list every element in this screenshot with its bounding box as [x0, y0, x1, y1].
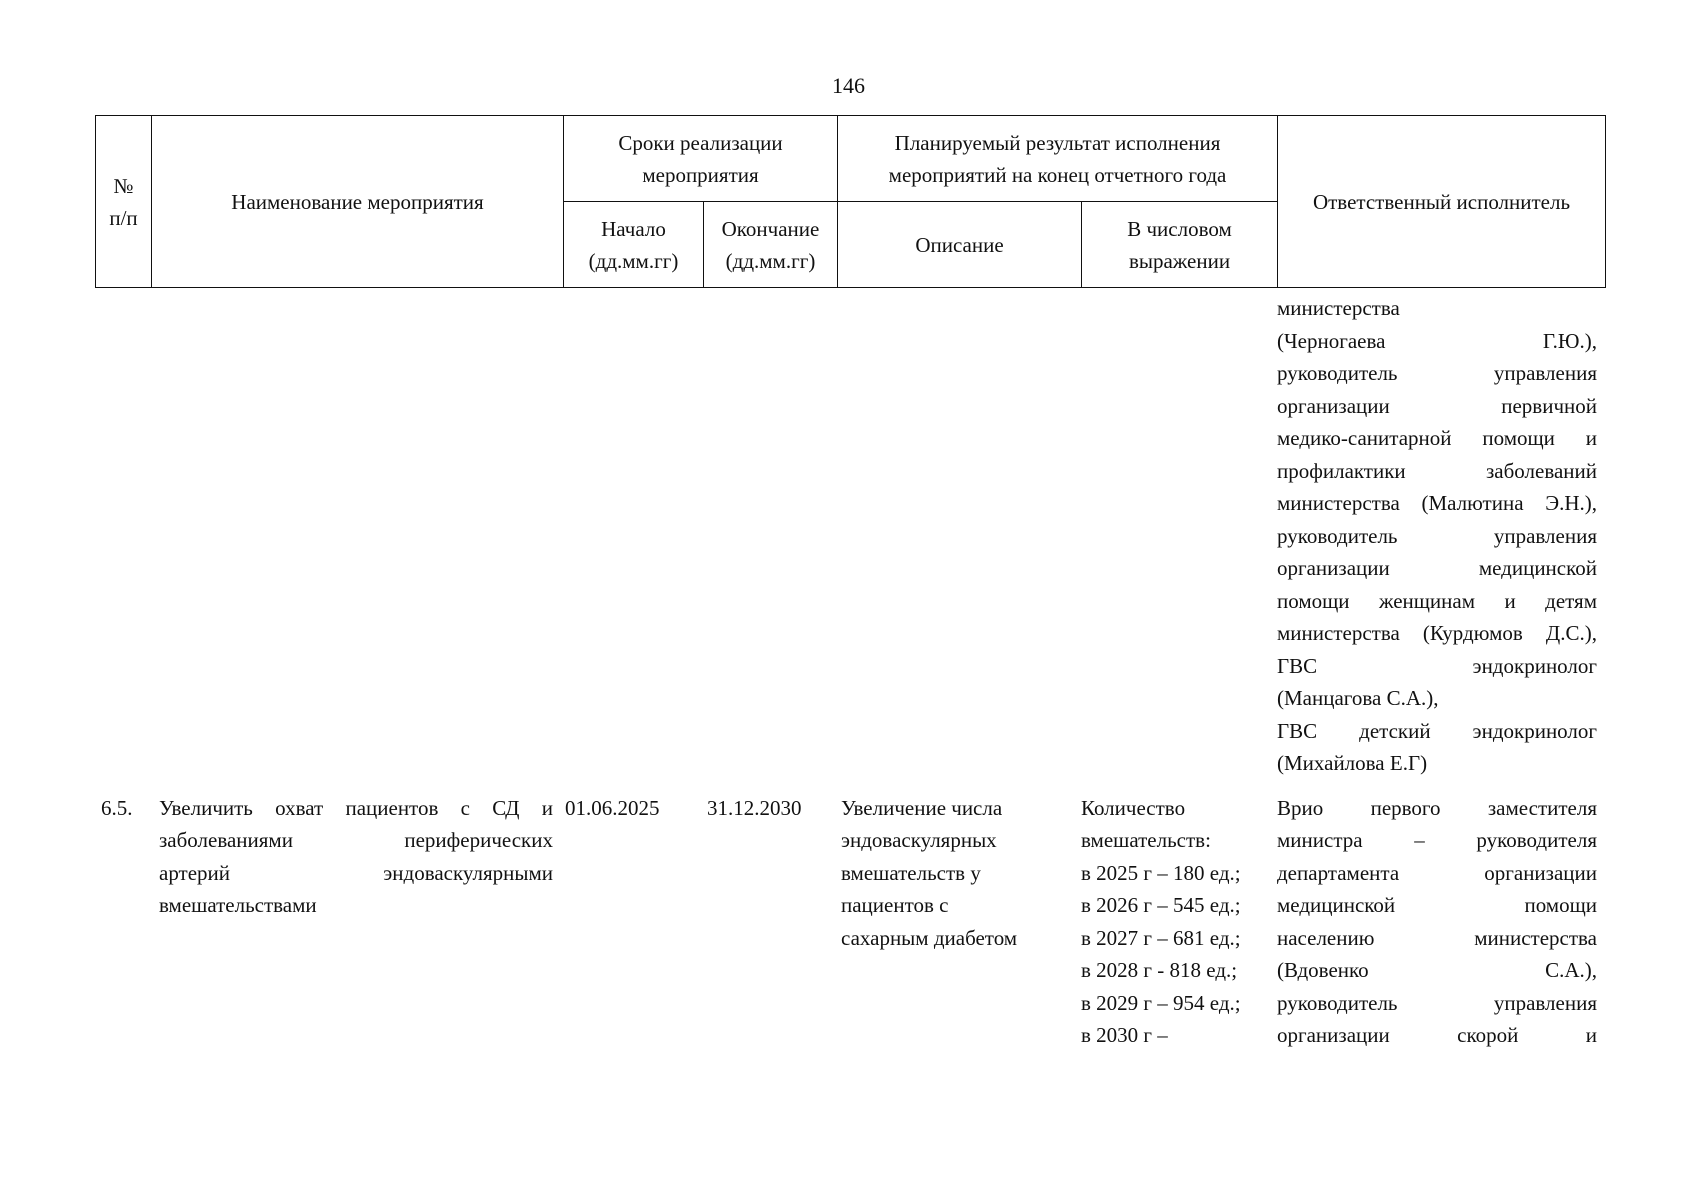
header-responsible: Ответственный исполнитель: [1278, 116, 1606, 288]
responsible-cell: Врио первого заместителя министра – руководителя департамента организации медицинской помощи населению министерства (Вдовенко С.А.), руководитель управления организации скорой и: [1277, 795, 1597, 1047]
header-end: Окончание (дд.мм.гг): [704, 202, 838, 288]
header-numeric: В числовом выражении: [1082, 202, 1278, 288]
page-number: 146: [832, 73, 865, 98]
start-date: 01.06.2025: [565, 795, 660, 820]
activity-name-cell: Увеличить охват пациентов с СД и заболеваниями периферических артерий эндоваскулярными вмешательствами: [159, 795, 553, 917]
table-row: [95, 792, 1605, 1052]
numeric-cell: Количество вмешательств: в 2025 г – 180 ед.; в 2026 г – 545 ед.; в 2027 г – 681 ед.; в 2028 г - 818 ед.; в 2029 г – 954 ед.; в 2030 г –: [1081, 795, 1241, 1047]
end-date: 31.12.2030: [707, 795, 802, 820]
header-name: Наименование мероприятия: [152, 116, 564, 288]
row-number: 6.5.: [101, 795, 133, 820]
description-cell: Увеличение числа эндоваскулярных вмешательств у пациентов с сахарным диабетом: [841, 795, 1018, 950]
table-body: [95, 292, 1605, 1052]
responsible-cell: министерства (Черногаева Г.Ю.), руководитель управления организации первичной медико-санитарной помощи и профилактики заболеваний министерства (Малютина Э.Н.), руководитель управления организации медицинской помощи женщинам и детям министерства (Курдюмов Д.С.), ГВС эндокринолог (Манцагова С.А.), ГВС детский эндокринолог (Михайлова Е.Г): [1277, 296, 1597, 775]
header-planned: Планируемый результат исполнения мероприятий на конец отчетного года: [838, 116, 1278, 202]
header-num: № п/п: [96, 116, 152, 288]
header-terms: Сроки реализации мероприятия: [564, 116, 838, 202]
header-description: Описание: [838, 202, 1082, 288]
header-start: Начало (дд.мм.гг): [564, 202, 704, 288]
table-header: [95, 115, 1606, 288]
table-row: [95, 292, 1605, 780]
